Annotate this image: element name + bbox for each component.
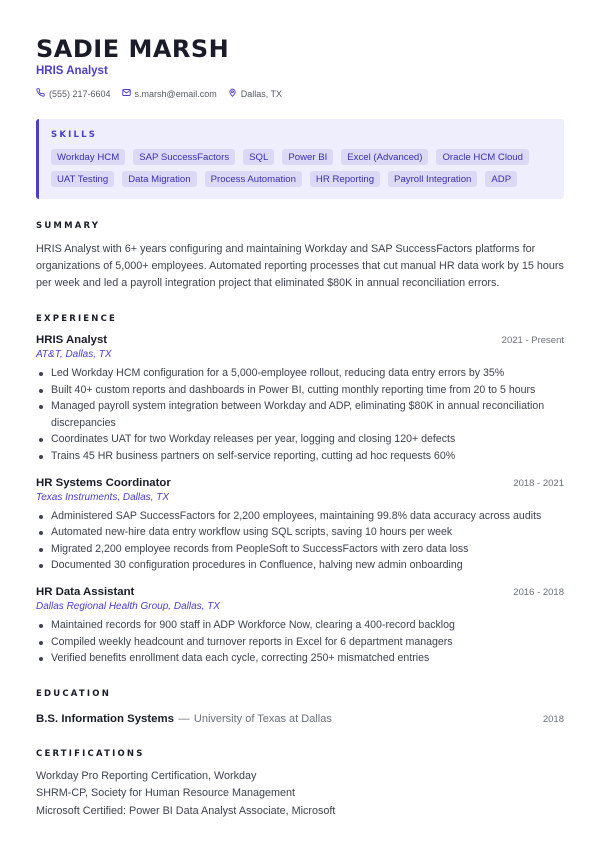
- education-separator: —: [178, 712, 190, 725]
- job-organization: AT&T, Dallas, TX: [36, 349, 112, 360]
- job-title: HRIS Analyst: [36, 334, 108, 346]
- job-bullet: Maintained records for 900 staff in ADP Workforce Now, clearing a 400-record backlog: [36, 617, 564, 634]
- skill-tag: SAP SuccessFactors: [133, 149, 235, 165]
- skill-tag: Workday HCM: [51, 149, 125, 165]
- job-dates: 2016 - 2018: [513, 586, 564, 598]
- job-dates: 2018 - 2021: [513, 477, 564, 489]
- summary-text: HRIS Analyst with 6+ years configuring and maintaining Workday and SAP SuccessFactors platforms for organizations of 5,000+ employees. Automated reporting processes that cut manual HR data work by 15 hours per week and led a payroll integration project that eliminated $80K in annual reconciliation errors.: [36, 243, 564, 289]
- job-organization: Dallas Regional Health Group, Dallas, TX: [36, 600, 220, 612]
- job-bullets: [36, 617, 564, 667]
- job-title: HR Data Assistant: [36, 585, 135, 598]
- phone-icon: [36, 88, 45, 99]
- certification-item: Workday Pro Reporting Certification, Workday: [36, 769, 257, 782]
- certification-list: [36, 768, 564, 820]
- skill-tag: Payroll Integration: [388, 171, 477, 187]
- mail-icon: [122, 88, 131, 99]
- certifications-section: [36, 749, 564, 820]
- job-bullet: Documented 30 configuration procedures in Confluence, halving new admin onboarding: [36, 557, 564, 574]
- location-pin-icon: [228, 88, 237, 99]
- job-entry: [36, 477, 564, 574]
- job-bullet: Verified benefits enrollment data each cycle, correcting 250+ mismatched entries: [36, 650, 564, 667]
- contact-location: [228, 88, 282, 99]
- job-bullet: Automated new-hire data entry workflow using SQL scripts, saving 10 hours per week: [36, 524, 564, 541]
- contact-row: [36, 88, 564, 99]
- job-bullet: Trains 45 HR business partners on self-service reporting, cutting ad hoc requests 60%: [36, 448, 564, 465]
- skill-tag: UAT Testing: [51, 171, 114, 187]
- job-bullet: Managed payroll system integration between Workday and ADP, eliminating $80K in annual reconciliation discrepancies: [36, 398, 564, 431]
- education-degree: B.S. Information Systems: [36, 712, 174, 725]
- job-bullets: [36, 365, 564, 465]
- job-bullet: Compiled weekly headcount and turnover reports in Excel for 6 department managers: [36, 634, 564, 651]
- job-title: HR Systems Coordinator: [36, 476, 171, 489]
- job-entry: [36, 586, 564, 667]
- education-heading: EDUCATION: [36, 688, 112, 699]
- skill-tag: Excel (Advanced): [341, 149, 428, 165]
- skill-tag: HR Reporting: [310, 171, 380, 187]
- education-school: University of Texas at Dallas: [193, 712, 332, 725]
- skill-tag: Oracle HCM Cloud: [436, 149, 529, 165]
- skill-tag: ADP: [485, 171, 517, 187]
- job-organization: Texas Instruments, Dallas, TX: [36, 491, 170, 503]
- skill-tag: Data Migration: [122, 171, 196, 187]
- summary-section: [36, 221, 564, 292]
- education-year: 2018: [542, 713, 564, 725]
- certification-item: Microsoft Certified: Power BI Data Analyst Associate, Microsoft: [36, 804, 336, 817]
- job-bullet: Coordinates UAT for two Workday releases per year, logging and closing 120+ defects: [36, 431, 564, 448]
- job-dates: 2021 - Present: [501, 335, 564, 346]
- location-text: Dallas, TX: [240, 88, 283, 99]
- summary-heading: SUMMARY: [36, 221, 101, 231]
- experience-heading: EXPERIENCE: [36, 314, 118, 324]
- job-bullet: Migrated 2,200 employee records from PeopleSoft to SuccessFactors with zero data loss: [36, 541, 564, 558]
- skills-heading: SKILLS: [51, 130, 98, 140]
- job-bullets: [36, 508, 564, 574]
- certification-item: SHRM-CP, Society for Human Resource Management: [36, 787, 296, 800]
- skills-box: [36, 119, 564, 199]
- phone-text: (555) 217-6604: [49, 88, 111, 99]
- job-bullet: Built 40+ custom reports and dashboards in Power BI, cutting monthly reporting time from 20 to 5 hours: [36, 382, 564, 399]
- job-bullet: Led Workday HCM configuration for a 5,000-employee rollout, reducing data entry errors by 35%: [36, 365, 564, 382]
- contact-phone: [36, 88, 111, 99]
- education-entry: [36, 709, 564, 727]
- skill-tag: Process Automation: [205, 171, 302, 187]
- job-entry: [36, 334, 564, 465]
- job-bullet: Administered SAP SuccessFactors for 2,200 employees, maintaining 99.8% data accuracy across audits: [36, 508, 564, 525]
- education-section: [36, 689, 564, 727]
- skill-tag: SQL: [243, 149, 274, 165]
- candidate-role: HRIS Analyst: [36, 65, 108, 77]
- skill-tags: [51, 149, 550, 187]
- skill-tag: Power BI: [282, 149, 333, 165]
- experience-section: [36, 314, 564, 667]
- candidate-name: SADIE MARSH: [36, 35, 230, 63]
- contact-email: [122, 88, 217, 99]
- resume-page: [36, 34, 564, 820]
- email-text: s.marsh@email.com: [134, 88, 217, 99]
- certifications-heading: CERTIFICATIONS: [36, 748, 145, 759]
